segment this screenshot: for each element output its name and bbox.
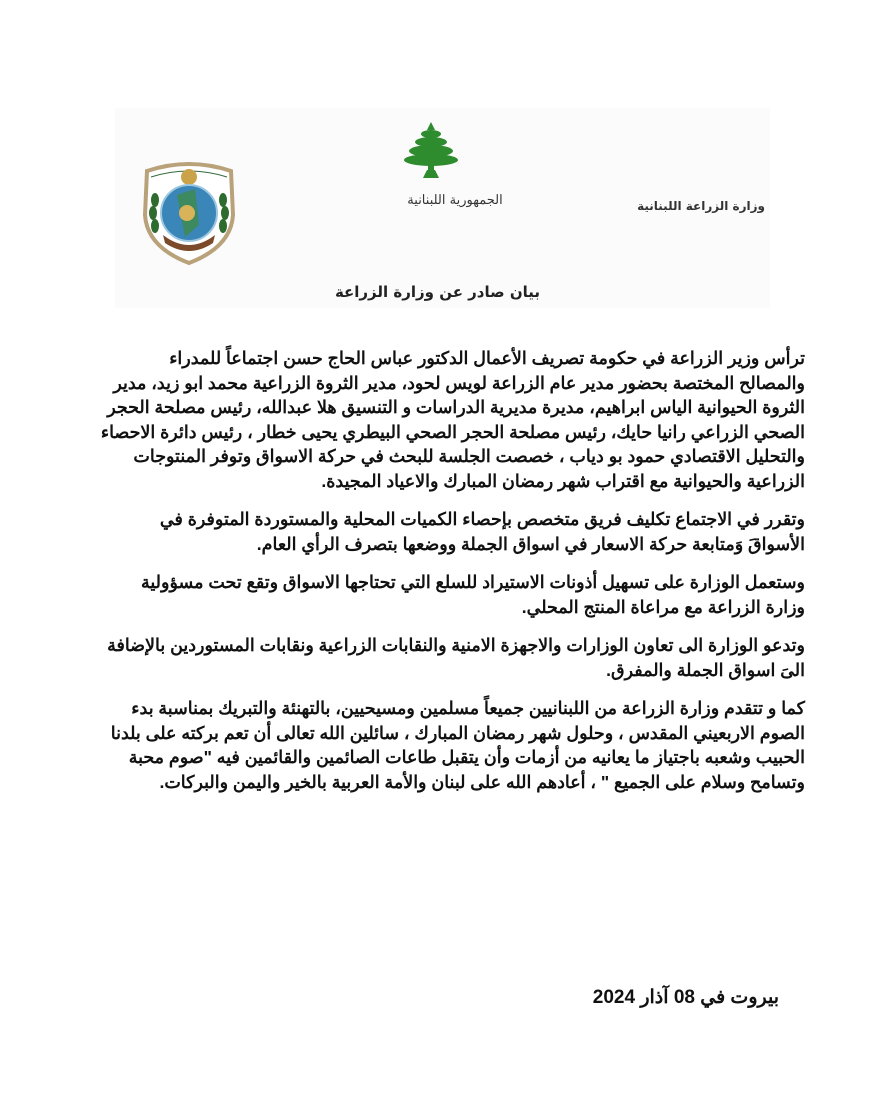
document-title: بيان صادر عن وزارة الزراعة — [334, 283, 541, 301]
paragraph-team: وتقرر في الاجتماع تكليف فريق متخصص بإحصاء الكميات المحلية والمستوردة المتوفرة في الأسواقَ وَمتابعة حركة الاسعار في اسواق الجملة ووضعها بتصرف الرأي العام. — [159, 509, 805, 554]
paragraph-imports: وستعمل الوزارة على تسهيل أذونات الاستيراد للسلع التي تحتاجها الاسواق وتقع تحت مسؤولية وزارة الزراعة مع مراعاة المنتج المحلي. — [141, 572, 805, 617]
lebanese-cedar-icon — [401, 120, 461, 182]
paragraph-greetings: كما و تتقدم وزارة الزراعة من اللبنانيين جميعاً مسلمين ومسيحيين، بالتهنئة والتبريك بمناسبة بدء الصوم الاربعيني المقدس ، وحلول شهر رمضان المبارك ، سائلين الله تعالى أن تعم بركته على بلدنا الحبيب وشعبه باجتياز ما يعانيه من أزمات وأن يتقبل طاعات الصائمين والقائمين فيه "صوم محبة وتسامح وسلام على الجميع " ، أعادهم الله على لبنان والأمة العربية بالخير واليمن والبركات. — [110, 698, 805, 792]
republic-name: الجمهورية اللبنانية — [407, 193, 503, 208]
paragraph-cooperation: وتدعو الوزارة الى تعاون الوزارات والاجهزة الامنية والنقابات الزراعية ونقابات المستوردين بالإضافة الىَ اسواق الجملة والمفرق. — [107, 635, 805, 680]
statement-body — [100, 346, 805, 808]
paragraph-meeting: ترأس وزير الزراعة في حكومة تصريف الأعمال الدكتور عباس الحاج حسن اجتماعاً للمدراء والمصالح المختصة بحضور مدير عام الزراعة لويس لحود، مدير الثروة الزراعية محمد ابو زيد، مدير الثروة الحيوانية الياس ابراهيم، مديرة مديرية الدراسات و التنسيق هلا عبدالله، رئيس مصلحة الحجر الصحي الزراعي رانيا حايك، رئيس مصلحة الحجر الصحي البيطري يحيى خطار ، رئيس دائرة الاحصاء والتحليل الاقتصادي حمود بو دياب ، خصصت الجلسة للبحث في حركة الاسواق وتوفر المنتوجات الزراعية والحيوانية مع اقتراب شهر رمضان المبارك والاعياد المجيدة. — [100, 348, 805, 491]
ministry-emblem-icon — [133, 155, 245, 267]
place-date-signoff: بيروت في 08 آذار 2024 — [592, 987, 779, 1008]
ministry-name: وزارة الزراعة اللبنانية — [637, 199, 765, 213]
